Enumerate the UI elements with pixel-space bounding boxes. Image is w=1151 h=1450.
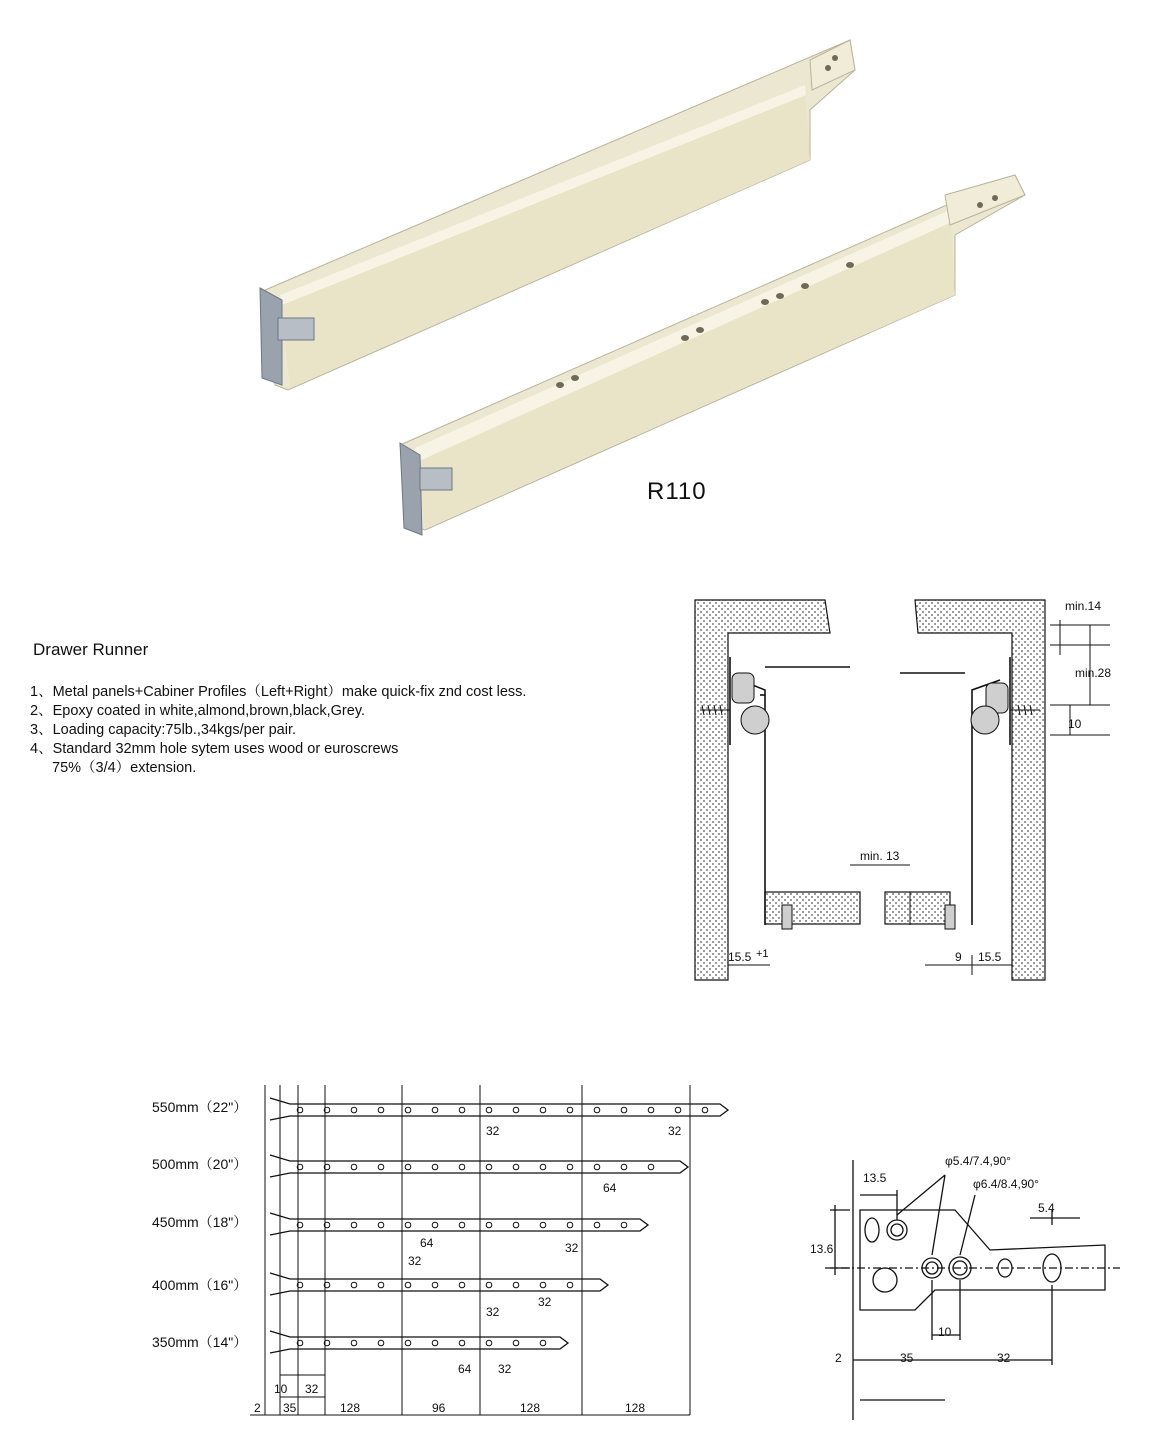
rail-hole bbox=[351, 1164, 357, 1170]
dim-10-label: 10 bbox=[1068, 717, 1082, 731]
rail-hole bbox=[594, 1107, 600, 1113]
rail-hole bbox=[432, 1222, 438, 1228]
dim-13-6-label: 13.6 bbox=[810, 1242, 834, 1256]
feature-item: 4、Standard 32mm hole sytem uses wood or euroscrews bbox=[30, 741, 399, 757]
dim-label: 32 bbox=[486, 1305, 500, 1319]
dim-label: 32 bbox=[668, 1124, 682, 1138]
dim-35-label: 35 bbox=[900, 1351, 914, 1365]
rail-hole bbox=[540, 1340, 546, 1346]
rail-hole bbox=[648, 1107, 654, 1113]
feature-item: 1、Metal panels+Cabiner Profiles（Left+Right）make quick-fix znd cost less. bbox=[30, 684, 527, 700]
rail-hole bbox=[675, 1107, 681, 1113]
dim-128-label: 128 bbox=[625, 1401, 646, 1415]
runner-rail bbox=[270, 1273, 608, 1295]
rail-hole bbox=[486, 1164, 492, 1170]
dim-plus1-label: +1 bbox=[756, 948, 769, 960]
rail-hole bbox=[621, 1164, 627, 1170]
dim-label: 32 bbox=[538, 1295, 552, 1309]
product-illustration bbox=[0, 0, 1151, 560]
rail-hole bbox=[459, 1222, 465, 1228]
rail-hole bbox=[513, 1222, 519, 1228]
rail-hole bbox=[405, 1107, 411, 1113]
length-label: 400mm（16"） bbox=[152, 1277, 248, 1293]
runner-rail bbox=[270, 1155, 688, 1177]
rail-hole bbox=[432, 1340, 438, 1346]
rail-hole bbox=[567, 1164, 573, 1170]
rail-hole bbox=[621, 1222, 627, 1228]
dim-9-label: 9 bbox=[955, 950, 962, 964]
dim-15-5-left-label: 15.5 bbox=[728, 950, 752, 964]
length-label: 350mm（14"） bbox=[152, 1334, 248, 1350]
cross-section-diagram bbox=[690, 595, 1130, 985]
length-label: 500mm（20"） bbox=[152, 1156, 248, 1172]
rail-hole bbox=[432, 1282, 438, 1288]
rail-hole bbox=[513, 1340, 519, 1346]
rail-hole bbox=[540, 1164, 546, 1170]
rail-hole bbox=[378, 1282, 384, 1288]
rail-hole bbox=[621, 1107, 627, 1113]
rail-hole bbox=[486, 1282, 492, 1288]
rail-hole bbox=[432, 1164, 438, 1170]
rail-hole bbox=[351, 1222, 357, 1228]
dim-128-label: 128 bbox=[520, 1401, 541, 1415]
rail-hole bbox=[513, 1164, 519, 1170]
dim-96-label: 96 bbox=[432, 1401, 446, 1415]
rail-hole bbox=[459, 1282, 465, 1288]
dim-2-label: 2 bbox=[254, 1401, 261, 1415]
rail-hole bbox=[486, 1340, 492, 1346]
model-number: R110 bbox=[647, 478, 707, 505]
dim-15-5-right-label: 15.5 bbox=[978, 950, 1002, 964]
rail-hole bbox=[594, 1164, 600, 1170]
dim-label: 32 bbox=[486, 1124, 500, 1138]
dim-2-label: 2 bbox=[835, 1351, 842, 1365]
rail-hole bbox=[540, 1282, 546, 1288]
rail-hole bbox=[540, 1107, 546, 1113]
feature-item: 3、Loading capacity:75lb.,34kgs/per pair. bbox=[30, 722, 297, 738]
rail-hole bbox=[378, 1107, 384, 1113]
dim-min28-label: min.28 bbox=[1075, 666, 1112, 680]
rail-hole bbox=[405, 1164, 411, 1170]
length-label: 550mm（22"） bbox=[152, 1099, 248, 1115]
rail-hole bbox=[351, 1340, 357, 1346]
hole-spec-label: φ5.4/7.4,90° bbox=[945, 1154, 1011, 1168]
rail-hole bbox=[459, 1107, 465, 1113]
dim-label: 64 bbox=[420, 1236, 434, 1250]
dim-5-4-label: 5.4 bbox=[1038, 1201, 1055, 1215]
dim-label: 32 bbox=[565, 1241, 579, 1255]
rail-hole bbox=[351, 1107, 357, 1113]
dim-32-label: 32 bbox=[997, 1351, 1011, 1365]
rail-hole bbox=[702, 1107, 708, 1113]
rail-hole bbox=[567, 1107, 573, 1113]
rail-hole bbox=[351, 1282, 357, 1288]
rail-hole bbox=[513, 1107, 519, 1113]
rail-hole bbox=[459, 1164, 465, 1170]
feature-item: 75%（3/4）extension. bbox=[52, 760, 197, 776]
rail-hole bbox=[432, 1107, 438, 1113]
dim-label: 64 bbox=[603, 1181, 617, 1195]
dim-10-label: 10 bbox=[274, 1382, 288, 1396]
rail-hole bbox=[378, 1340, 384, 1346]
rail-hole bbox=[567, 1282, 573, 1288]
runner-rail bbox=[270, 1098, 728, 1120]
spec-title: Drawer Runner bbox=[33, 640, 149, 659]
rail-hole bbox=[594, 1222, 600, 1228]
rail-hole bbox=[378, 1164, 384, 1170]
rail-hole bbox=[459, 1340, 465, 1346]
rail-hole bbox=[513, 1282, 519, 1288]
dim-min13-label: min. 13 bbox=[860, 849, 900, 863]
dim-min14-label: min.14 bbox=[1065, 599, 1102, 613]
dim-label: 64 bbox=[458, 1362, 472, 1376]
rail-hole bbox=[567, 1222, 573, 1228]
rail-hole bbox=[486, 1222, 492, 1228]
rail-hole bbox=[405, 1340, 411, 1346]
rail-hole bbox=[378, 1222, 384, 1228]
length-label: 450mm（18"） bbox=[152, 1214, 248, 1230]
rail-hole bbox=[405, 1282, 411, 1288]
dim-32-label: 32 bbox=[305, 1382, 319, 1396]
feature-list bbox=[30, 683, 526, 778]
dim-128-label: 128 bbox=[340, 1401, 361, 1415]
rail-hole bbox=[648, 1164, 654, 1170]
feature-item: 2、Epoxy coated in white,almond,brown,black,Grey. bbox=[30, 703, 366, 719]
runner-rail bbox=[270, 1331, 568, 1353]
rail-hole bbox=[405, 1222, 411, 1228]
dim-13-5-label: 13.5 bbox=[863, 1171, 887, 1185]
rail-hole bbox=[486, 1107, 492, 1113]
bracket-detail-diagram bbox=[805, 1150, 1125, 1425]
runner-length-diagram bbox=[150, 1085, 730, 1435]
dim-35-label: 35 bbox=[283, 1401, 297, 1415]
rail-hole bbox=[540, 1222, 546, 1228]
dim-label: 32 bbox=[408, 1254, 422, 1268]
dim-10-label: 10 bbox=[938, 1325, 952, 1339]
hole-spec-label: φ6.4/8.4,90° bbox=[973, 1177, 1039, 1191]
dim-label: 32 bbox=[498, 1362, 512, 1376]
